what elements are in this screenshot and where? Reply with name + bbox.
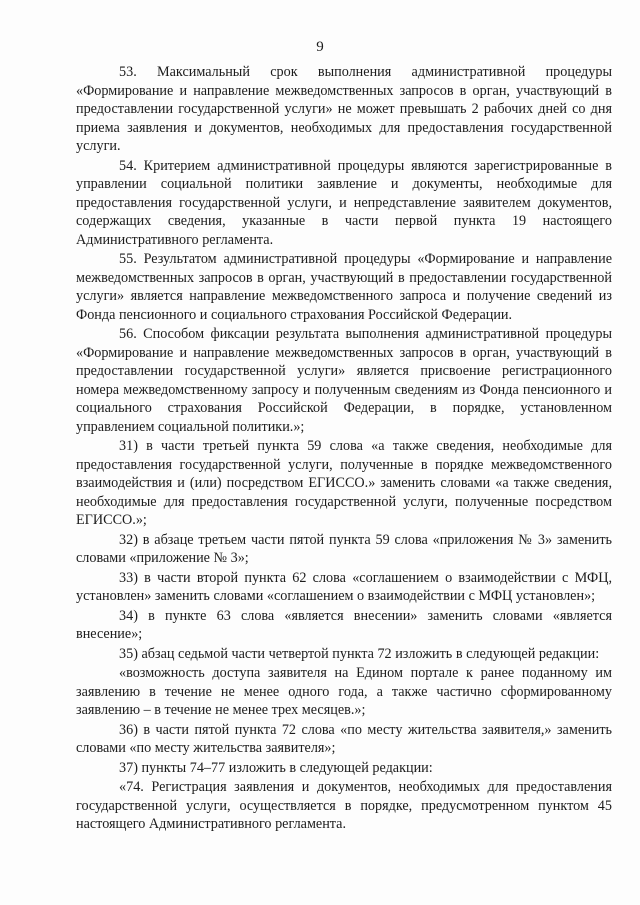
- document-body: [76, 63, 612, 835]
- amendment-35-text: «возможность доступа заявителя на Едином портале к ранее поданному им заявлению в течение не менее одного года, а также частично сформированному заявлению – в течение не менее трех месяцев.»;: [76, 665, 612, 718]
- paragraph-53: 53. Максимальный срок выполнения административной процедуры «Формирование и направление межведомственных запросов в орган, участвующий в предоставлении государственной услуги» не может превышать 2 рабочих дней со дня приема заявления и документов, необходимых для предоставления государственной услуги.: [76, 64, 612, 154]
- page-number: 9: [316, 39, 324, 55]
- paragraph-54: 54. Критерием административной процедуры являются зарегистрированные в управлении социальной политики заявление и документы, необходимые для предоставления государственной услуги, и непредставление заявителем документов, содержащих сведения, указанные в части первой пункта 19 настоящего Административного регламента.: [76, 157, 612, 248]
- paragraph-74: «74. Регистрация заявления и документов, необходимых для предоставления государственной услуги, осуществляется в порядке, предусмотренном пунктом 45 настоящего Административного регламента.: [76, 779, 612, 832]
- amendment-34: 34) в пункте 63 слова «является внесении» заменить словами «является внесение»;: [76, 607, 612, 642]
- amendment-32: 32) в абзаце третьем части пятой пункта 59 слова «приложения № 3» заменить словами «приложение № 3»;: [76, 531, 612, 566]
- paragraph-56: 56. Способом фиксации результата выполнения административной процедуры «Формирование и направление межведомственных запросов в орган, участвующий в предоставлении государственной услуги» является присвоение регистрационного номера межведомственному запросу и полученным сведениям из Фонда пенсионного и социального страхования Российской Федерации, в порядке, установленном управлением социальной политики.»;: [76, 326, 612, 435]
- amendment-36: 36) в части пятой пункта 72 слова «по месту жительства заявителя,» заменить словами «по месту жительства заявителя»;: [76, 721, 612, 756]
- amendment-35: 35) абзац седьмой части четвертой пункта 72 изложить в следующей редакции:: [119, 645, 600, 662]
- paragraph-55: 55. Результатом административной процедуры «Формирование и направление межведомственных запросов в орган, участвующий в предоставлении государственной услуги» является направление межведомственного запроса и получение сведений из Фонда пенсионного и социального страхования Российской Федерации.: [76, 251, 612, 323]
- amendment-33: 33) в части второй пункта 62 слова «соглашением о взаимодействии с МФЦ, установлен» заменить словами «соглашением о взаимодействии с МФЦ установлен»;: [76, 569, 612, 604]
- amendment-37: 37) пункты 74–77 изложить в следующей редакции:: [119, 759, 433, 776]
- amendment-31: 31) в части третьей пункта 59 слова «а также сведения, необходимые для предоставления государственной услуги, полученные в порядке межведомственного взаимодействия и (или) посредством ЕГИССО.» заменить словами «а также сведения, необходимые для предоставления государственной услуги, полученные посредством ЕГИССО.»;: [76, 438, 612, 528]
